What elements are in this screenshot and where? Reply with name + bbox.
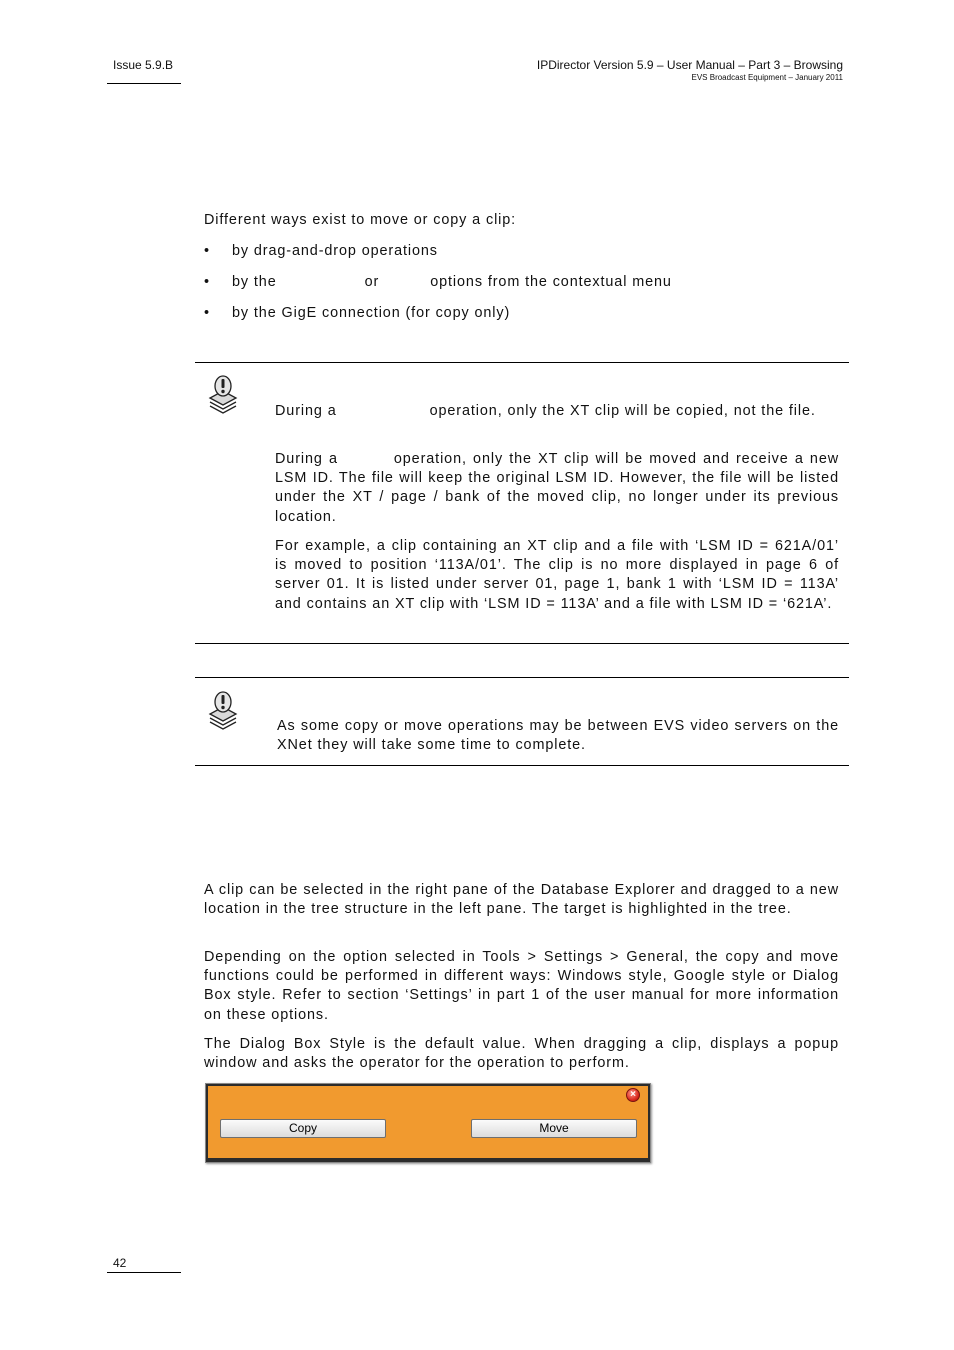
bullet-item (204, 242, 438, 261)
note-paragraph: For example, a clip containing an XT clip and a file with ‘LSM ID = 621A/01’ is moved to position ‘113A/01’. The clip is no more displayed in page 6 of server 01. It is listed under server 01, page 1, bank 1 with ‘LSM ID = 113A’ and contains an XT clip with ‘LSM ID = 113A’ and a file with LSM ID = ‘621A’. (275, 538, 839, 612)
body-paragraph: The Dialog Box Style is the default value. When dragging a clip, displays a popup window and asks the operator for the operation to perform. (204, 1036, 839, 1072)
note-icon (207, 374, 239, 414)
note-text-start: During a (275, 403, 337, 419)
bullet-icon: • (204, 243, 210, 259)
note-paragraph (275, 402, 839, 421)
bullet-text: or (364, 274, 380, 290)
note-bottom-rule (195, 765, 849, 766)
note-text-end: operation, only the XT clip will be moved and receive a new LSM ID. The file will keep the original LSM ID. However, the file will be listed under the XT / page / bank of the moved clip, no longer under its previous location. (275, 451, 840, 525)
note-bottom-rule (195, 643, 849, 644)
move-button[interactable]: Move (471, 1119, 637, 1138)
bullet-text: options from the contextual menu (430, 274, 672, 290)
close-icon[interactable]: × (626, 1088, 640, 1102)
page-number: 42 (113, 1256, 127, 1270)
body-paragraph: Depending on the option selected in Tools > Settings > General, the copy and move functions could be performed in different ways: Windows style, Google style or Dialog Box style. Refer to section ‘Settings’ in part 1 of the user manual for more information on these options. (204, 949, 839, 1023)
bullet-item (204, 304, 510, 323)
dialog-body (208, 1104, 648, 1158)
note-paragraph (275, 450, 839, 527)
bullet-icon: • (204, 274, 210, 290)
copy-move-dialog (205, 1083, 651, 1163)
note-text-start: During a (275, 451, 338, 467)
note-top-rule (195, 677, 849, 678)
document-header (537, 58, 843, 83)
bullet-item (204, 273, 672, 292)
document-subtitle: EVS Broadcast Equipment – January 2011 (691, 73, 843, 82)
body-paragraph: A clip can be selected in the right pane of the Database Explorer and dragged to a new location in the tree structure in the left pane. The target is highlighted in the tree. (204, 882, 839, 918)
footer-rule (107, 1272, 181, 1273)
bullet-text: by the (232, 274, 277, 290)
bullet-text: by drag-and-drop operations (232, 243, 438, 259)
note-icon (207, 690, 239, 730)
note-paragraph: As some copy or move operations may be between EVS video servers on the XNet they will take some time to complete. (277, 718, 839, 754)
intro-paragraph: Different ways exist to move or copy a clip: (204, 212, 517, 228)
dialog-title-bar (208, 1086, 648, 1104)
document-title: IPDirector Version 5.9 – User Manual – Part 3 – Browsing (536, 58, 843, 72)
note-text-end: operation, only the XT clip will be copied, not the file. (429, 403, 816, 419)
copy-button[interactable]: Copy (220, 1119, 386, 1138)
bullet-icon: • (204, 305, 210, 321)
bullet-text: by the GigE connection (for copy only) (232, 305, 511, 321)
note-top-rule (195, 362, 849, 363)
issue-label: Issue 5.9.B (113, 58, 174, 72)
header-rule (107, 83, 181, 84)
